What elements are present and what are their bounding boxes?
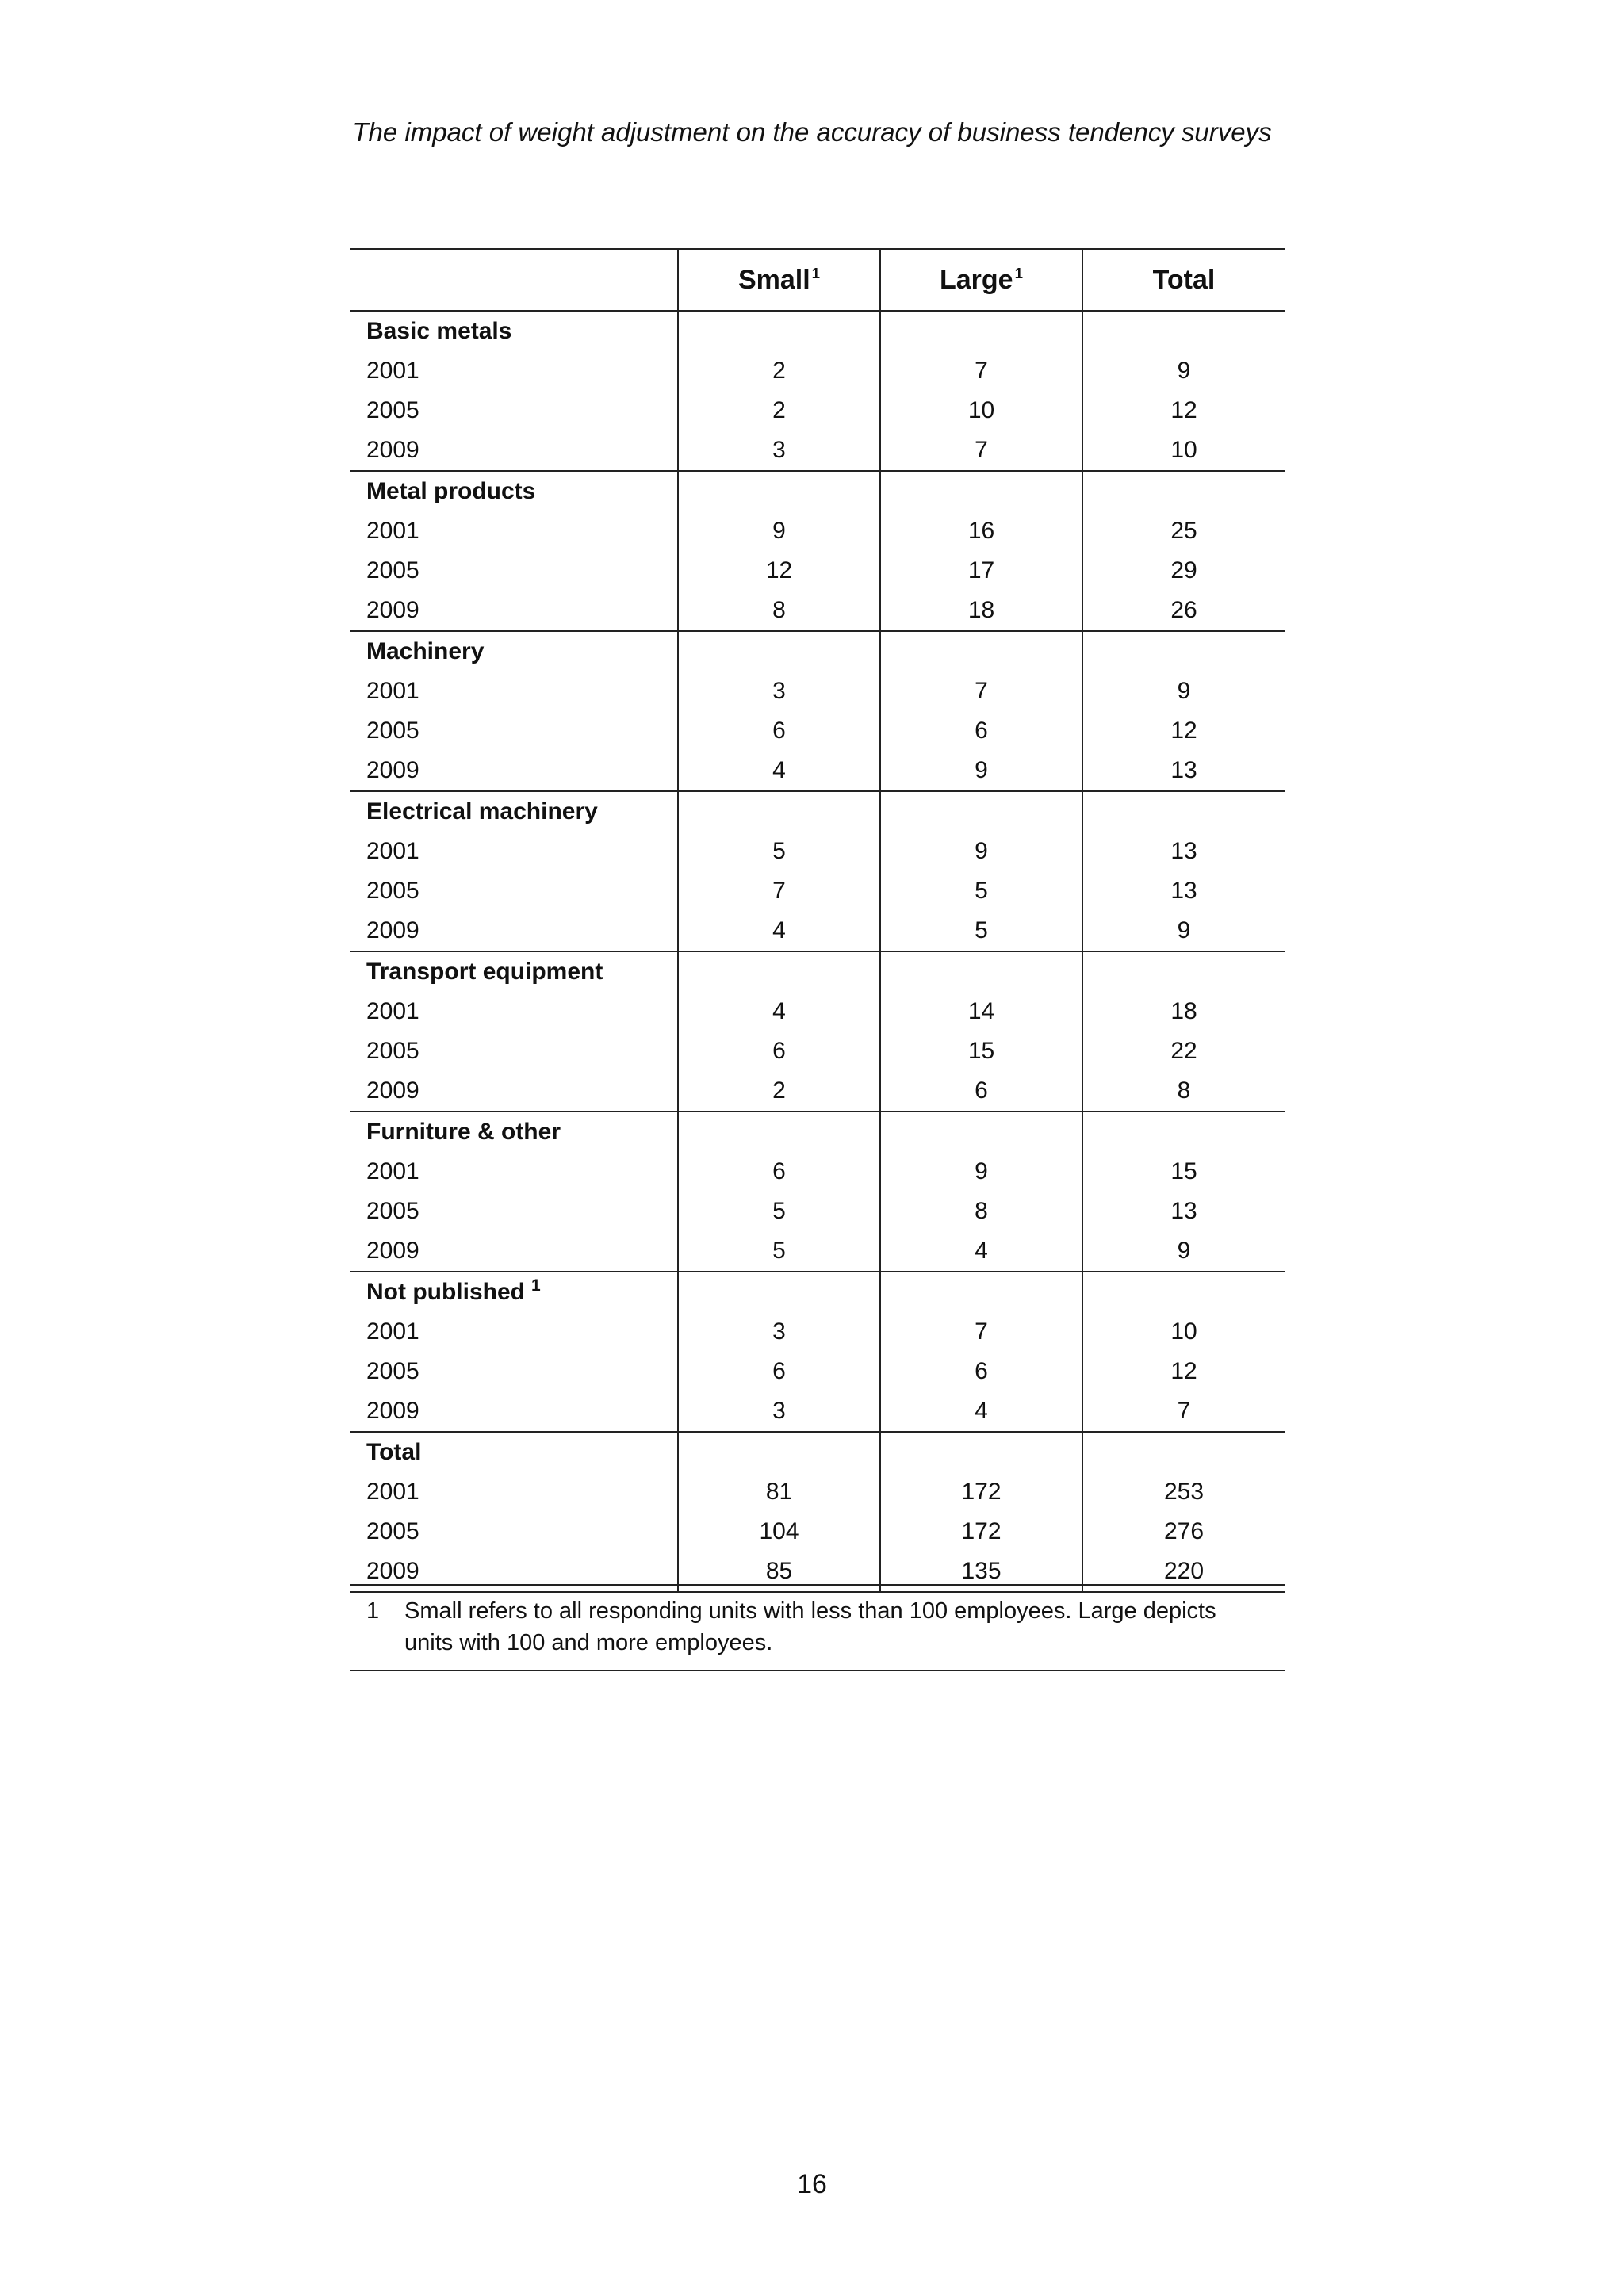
total-cell: 13 [1082, 1192, 1285, 1231]
table-row [350, 1192, 1285, 1231]
total-cell: 276 [1082, 1512, 1285, 1552]
table-row [350, 992, 1285, 1031]
group-label: Total [366, 1439, 422, 1465]
small-cell: 5 [678, 1192, 880, 1231]
page-number: 16 [797, 2169, 827, 2199]
empty-cell [1082, 1272, 1285, 1312]
total-cell: 22 [1082, 1031, 1285, 1071]
data-table [350, 248, 1285, 1593]
year-cell: 2005 [366, 878, 419, 904]
year-cell: 2009 [350, 1231, 678, 1272]
table-header-row [350, 249, 1285, 311]
total-cell: 15 [1082, 1152, 1285, 1192]
total-cell: 13 [1082, 751, 1285, 791]
small-cell: 2 [678, 1071, 880, 1112]
table-row [350, 391, 1285, 430]
column-header-total: Total [1082, 249, 1285, 311]
large-cell: 4 [880, 1231, 1082, 1272]
empty-cell [678, 791, 880, 832]
group-label: Metal products [366, 478, 536, 504]
large-cell: 17 [880, 551, 1082, 591]
large-cell: 14 [880, 992, 1082, 1031]
small-cell: 5 [678, 832, 880, 871]
empty-cell [1082, 631, 1285, 672]
year-cell: 2009 [350, 751, 678, 791]
group-row [350, 791, 1285, 832]
large-cell: 10 [880, 391, 1082, 430]
small-cell: 12 [678, 551, 880, 591]
total-cell: 9 [1082, 672, 1285, 711]
total-cell: 12 [1082, 391, 1285, 430]
year-cell: 2001 [366, 1318, 419, 1345]
empty-cell [880, 1432, 1082, 1472]
total-cell: 26 [1082, 591, 1285, 631]
small-cell: 81 [678, 1472, 880, 1512]
group-row [350, 1112, 1285, 1152]
empty-cell [880, 631, 1082, 672]
group-label: Basic metals [366, 318, 512, 344]
empty-cell [1082, 951, 1285, 992]
small-cell: 4 [678, 992, 880, 1031]
group-label: Not published $^1$ [366, 1276, 541, 1305]
total-cell: 10 [1082, 1312, 1285, 1352]
small-cell: 2 [678, 351, 880, 391]
table-row [350, 911, 1285, 951]
empty-cell [678, 1112, 880, 1152]
empty-cell [678, 471, 880, 511]
small-cell: 8 [678, 591, 880, 631]
large-cell: 9 [880, 751, 1082, 791]
group-row [350, 631, 1285, 672]
footnote-marker: 1 [530, 1276, 541, 1295]
empty-cell [880, 791, 1082, 832]
table-row [350, 1152, 1285, 1192]
total-cell: 220 [1082, 1552, 1285, 1592]
empty-cell [880, 471, 1082, 511]
total-cell: 10 [1082, 430, 1285, 471]
year-cell: 2001 [366, 838, 419, 864]
year-cell: 2009 [350, 1552, 678, 1592]
table-row [350, 672, 1285, 711]
year-cell: 2009 [350, 1071, 678, 1112]
total-cell: 9 [1082, 911, 1285, 951]
year-cell: 2005 [366, 1038, 419, 1064]
empty-cell [880, 311, 1082, 351]
total-cell: 13 [1082, 871, 1285, 911]
total-cell: 253 [1082, 1472, 1285, 1512]
year-cell: 2009 [350, 911, 678, 951]
total-cell: 8 [1082, 1071, 1285, 1112]
small-cell: 3 [678, 1391, 880, 1432]
empty-cell [1082, 311, 1285, 351]
empty-cell [880, 951, 1082, 992]
small-cell: 3 [678, 672, 880, 711]
empty-cell [1082, 1112, 1285, 1152]
table-row [350, 871, 1285, 911]
empty-cell [678, 1432, 880, 1472]
small-cell: 3 [678, 1312, 880, 1352]
table-row [350, 591, 1285, 631]
total-cell: 13 [1082, 832, 1285, 871]
large-cell: 4 [880, 1391, 1082, 1432]
large-cell: 7 [880, 1312, 1082, 1352]
header-blank-cell [350, 249, 678, 311]
large-cell: 7 [880, 430, 1082, 471]
small-cell: 6 [678, 1031, 880, 1071]
small-cell: 6 [678, 1152, 880, 1192]
large-cell: 172 [880, 1512, 1082, 1552]
table-row [350, 1512, 1285, 1552]
table-row [350, 711, 1285, 751]
small-cell: 85 [678, 1552, 880, 1592]
year-cell: 2005 [366, 1198, 419, 1224]
small-cell: 104 [678, 1512, 880, 1552]
running-header: The impact of weight adjustment on the accuracy of business tendency surveys [352, 117, 1272, 147]
large-cell: 5 [880, 871, 1082, 911]
empty-cell [678, 1272, 880, 1312]
total-cell: 9 [1082, 1231, 1285, 1272]
empty-cell [1082, 791, 1285, 832]
large-cell: 16 [880, 511, 1082, 551]
table-row [350, 751, 1285, 791]
table-row [350, 430, 1285, 471]
year-cell: 2001 [366, 998, 419, 1024]
large-cell: 6 [880, 711, 1082, 751]
group-label: Furniture & other [366, 1119, 561, 1145]
table-row [350, 832, 1285, 871]
year-cell: 2005 [366, 397, 419, 423]
empty-cell [678, 311, 880, 351]
small-cell: 4 [678, 751, 880, 791]
large-cell: 9 [880, 1152, 1082, 1192]
total-cell: 25 [1082, 511, 1285, 551]
year-cell: 2009 [350, 430, 678, 471]
table-row [350, 1071, 1285, 1112]
table-row [350, 1472, 1285, 1512]
large-cell: 135 [880, 1552, 1082, 1592]
small-cell: 5 [678, 1231, 880, 1272]
year-cell: 2009 [350, 591, 678, 631]
year-cell: 2005 [366, 1358, 419, 1384]
footnote-text: Small refers to all responding units with less than 100 employees. Large depicts units with 100 and more employees. [404, 1598, 1216, 1655]
empty-cell [880, 1272, 1082, 1312]
table-row [350, 1231, 1285, 1272]
year-cell: 2005 [366, 718, 419, 744]
small-cell: 6 [678, 711, 880, 751]
column-header-small: Small $^1$ [678, 249, 880, 311]
year-cell: 2001 [366, 358, 419, 384]
group-row [350, 471, 1285, 511]
total-cell: 29 [1082, 551, 1285, 591]
large-cell: 8 [880, 1192, 1082, 1231]
small-cell: 7 [678, 871, 880, 911]
large-cell: 15 [880, 1031, 1082, 1071]
large-cell: 172 [880, 1472, 1082, 1512]
empty-cell [1082, 471, 1285, 511]
year-cell: 2009 [350, 1391, 678, 1432]
table-body [350, 311, 1285, 1592]
year-cell: 2005 [366, 557, 419, 584]
table-row [350, 551, 1285, 591]
footnote-mark: 1 [366, 1598, 380, 1624]
small-cell: 3 [678, 430, 880, 471]
empty-cell [678, 631, 880, 672]
total-cell: 7 [1082, 1391, 1285, 1432]
table-row [350, 1352, 1285, 1391]
total-cell: 12 [1082, 1352, 1285, 1391]
table-row [350, 1312, 1285, 1352]
column-header-large: Large $^1$ [880, 249, 1082, 311]
group-row [350, 311, 1285, 351]
year-cell: 2001 [366, 518, 419, 544]
table-row [350, 1031, 1285, 1071]
empty-cell [880, 1112, 1082, 1152]
group-row [350, 1272, 1285, 1312]
group-label: Transport equipment [366, 959, 603, 985]
large-cell: 7 [880, 672, 1082, 711]
year-cell: 2001 [366, 678, 419, 704]
total-cell: 12 [1082, 711, 1285, 751]
large-cell: 9 [880, 832, 1082, 871]
small-cell: 2 [678, 391, 880, 430]
small-cell: 4 [678, 911, 880, 951]
group-label: Machinery [366, 638, 485, 664]
year-cell: 2001 [366, 1479, 419, 1505]
total-cell: 18 [1082, 992, 1285, 1031]
small-cell: 9 [678, 511, 880, 551]
large-cell: 6 [880, 1352, 1082, 1391]
year-cell: 2001 [366, 1158, 419, 1184]
empty-cell [1082, 1432, 1285, 1472]
table-row [350, 1391, 1285, 1432]
small-cell: 6 [678, 1352, 880, 1391]
group-label: Electrical machinery [366, 798, 598, 825]
table-row [350, 511, 1285, 551]
large-cell: 7 [880, 351, 1082, 391]
year-cell: 2005 [366, 1518, 419, 1544]
table-footnote [350, 1584, 1285, 1671]
large-cell: 6 [880, 1071, 1082, 1112]
large-cell: 18 [880, 591, 1082, 631]
large-cell: 5 [880, 911, 1082, 951]
total-cell: 9 [1082, 351, 1285, 391]
group-row [350, 1432, 1285, 1472]
empty-cell [678, 951, 880, 992]
table-row [350, 351, 1285, 391]
group-row [350, 951, 1285, 992]
